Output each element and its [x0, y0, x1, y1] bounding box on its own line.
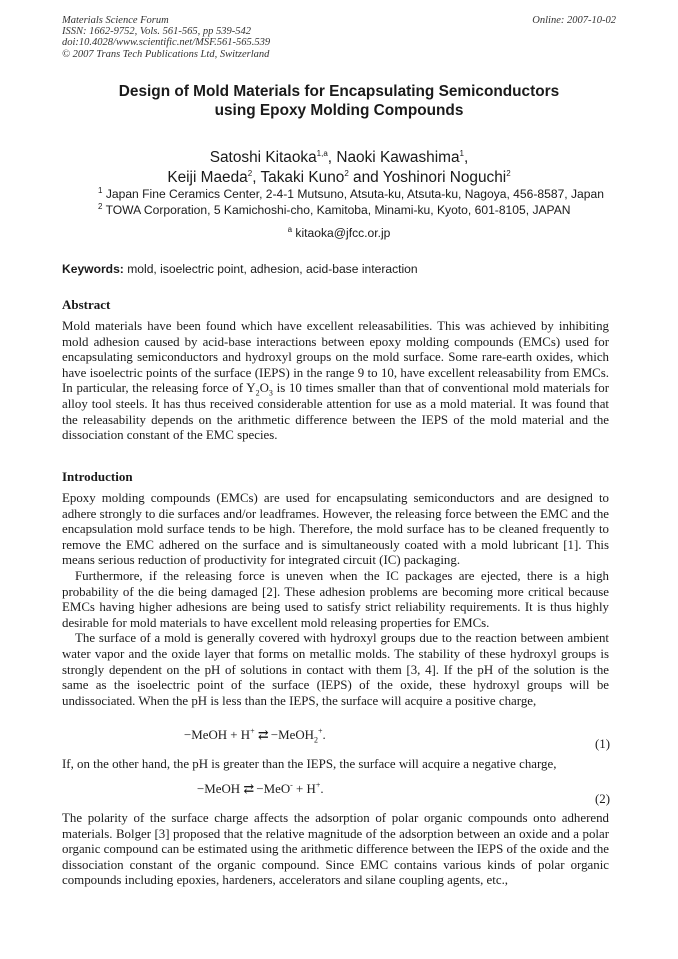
intro-paragraph-4: If, on the other hand, the pH is greater than the IEPS, the surface will acquire a negative charge,: [62, 757, 557, 771]
keywords-text: mold, isoelectric point, adhesion, acid-base interaction: [127, 262, 418, 276]
intro-paragraph-5: The polarity of the surface charge affects the adsorption of polar organic compounds onto adherend materials. Bolger [3] proposed that the relative magnitude of the adsorption between an oxide and a polar organic compound can be estimated using the arithmetic difference between the IEPS of the oxide and the dissociation constant of the organic compound. Since EMC contains various kinds of polar organic compounds including epoxies, hardeners, accelerators and silane coupling agents, etc.,: [62, 811, 609, 888]
equation-2-number: (2): [594, 792, 610, 806]
equation-2: [197, 782, 324, 797]
eq2-end: .: [320, 782, 324, 796]
eq1-end: .: [322, 728, 326, 742]
affiliation-text: Japan Fine Ceramics Center, 2-4-1 Mutsuno, Atsuta-ku, Atsuta-ku, Nagoya, 456-8587, Japan: [105, 187, 604, 201]
affiliations: [98, 187, 604, 218]
journal-name: Materials Science Forum: [62, 15, 169, 26]
author-name: Keiji Maeda: [167, 168, 248, 186]
introduction-body: [62, 491, 609, 709]
affiliation-num: 1: [98, 185, 103, 195]
abstract-text-1: Mold materials have been found which have excellent releasabilities. This was achieved by inhibiting mold adhesion caused by acid-base interactions between epoxy molding compounds (EMCs) used for encapsulating semiconductors and hydroxyl groups on the mold surface. Some rare-earth oxides, which have isoelectric points of the surface (IEPS) in the range 9 to 10, have excellent releasability from EMCs. In particular, the releasing force of Y: [62, 319, 609, 396]
author-list: [62, 148, 616, 187]
eq2-sup: +: [315, 780, 321, 790]
eq1-right: −MeOH: [270, 728, 314, 742]
equation-1: [184, 728, 326, 743]
abstract-heading: Abstract: [62, 297, 111, 312]
equilibrium-arrow-icon: ⇄: [243, 782, 254, 796]
abstract-paragraph: [62, 319, 609, 444]
intro-paragraph-3: The surface of a mold is generally covered with hydroxyl groups due to the reaction between ambient water vapor and the oxide layer that forms on metallic molds. The stability of these hydroxyl groups is strongly dependent on the pH of solutions in contact with them [3, 4]. If the pH of the solution is the same as the isoelectric point of the surface (IEPS) of the oxide, these hydroxyl groups will be undissociated. When the pH is less than the IEPS, the surface will acquire a positive charge,: [62, 631, 609, 708]
title-line-1: Design of Mold Materials for Encapsulating Semiconductors: [118, 83, 560, 100]
keywords: [62, 262, 418, 276]
author-affil-sup: 2: [247, 168, 253, 178]
affiliation-num: 2: [98, 201, 103, 211]
intro-paragraph-1: Epoxy molding compounds (EMCs) are used for encapsulating semiconductors and are designed to adhere strongly to die surfaces and/or leadframes. However, the releasing force between the EMC and the encapsulation mold surface tends to be high. Therefore, the mold surface has to be cleaned frequently to remove the EMC adhered on the surface and is simultaneously coated with a mold lubricant [1]. This means serious reduction of productivity for integrated circuit (IC) packaging.: [62, 491, 609, 568]
author-name: Yoshinori Noguchi: [382, 168, 507, 186]
eq1-sub: 2: [313, 735, 318, 745]
email-sup: a: [287, 224, 293, 234]
eq2-plus: + H: [292, 782, 316, 796]
author-affil-sup: 2: [506, 168, 511, 178]
email: [62, 226, 616, 240]
author-and: and: [353, 168, 379, 186]
eq2-left: −MeOH: [197, 782, 241, 796]
author-name: Satoshi Kitaoka: [209, 149, 317, 166]
paper-title: [62, 82, 616, 120]
journal-header: [62, 15, 270, 60]
keywords-label: Keywords:: [62, 262, 124, 276]
copyright-line: © 2007 Trans Tech Publications Ltd, Switzerland: [62, 48, 270, 60]
author-name: Takaki Kuno: [260, 168, 345, 186]
equation-1-number: (1): [594, 737, 610, 751]
issn-line: ISSN: 1662-9752, Vols. 561-565, pp 539-542: [62, 26, 251, 38]
author-line-2: Keiji Maeda$^2$, Takaki Kuno$^2$ and Yoshinori Noguchi$^2$: [167, 168, 511, 186]
eq1-sup: +: [250, 726, 255, 736]
intro-paragraph-2: Furthermore, if the releasing force is uneven when the IC packages are ejected, there is a high probability of the die being damaged [2]. These adhesion problems are becoming more critical because EMCs having higher adhesions are being used to satisfy strict reliability requirements. It is thus highly desirable for mold materials to have excellent mold releasing properties for EMCs.: [62, 568, 609, 630]
online-date: Online: 2007-10-02: [532, 15, 616, 26]
introduction-heading: Introduction: [62, 469, 133, 484]
author-line-1: Satoshi Kitaoka$^{1,a}$, Naoki Kawashima$^1$,: [209, 148, 469, 166]
equilibrium-arrow-icon: ⇄: [257, 728, 268, 742]
title-line-2: using Epoxy Molding Compounds: [214, 102, 464, 119]
abstract-body: [62, 319, 609, 444]
abstract-text-3: is 10 times smaller than that of conventional mold materials for alloy tool steels. It has thus received considerable attention for use as a mold material. It was found that the releasability depends on the arithmetic difference between the IEPS of the mold material and the dissociation constant of the EMC species.: [62, 381, 609, 443]
doi-line: doi:10.4028/www.scientific.net/MSF.561-565.539: [62, 37, 271, 49]
eq1-left: −MeOH + H: [184, 728, 251, 742]
eq2-right: −MeO: [256, 782, 291, 796]
author-affil-sup: 2: [344, 168, 349, 178]
author-affil-sup: 1,a: [316, 148, 328, 158]
affiliation-text: TOWA Corporation, 5 Kamichoshi-cho, Kamitoba, Minami-ku, Kyoto, 601-8105, JAPAN: [105, 202, 571, 217]
email-address[interactable]: kitaoka@jfcc.or.jp: [295, 226, 391, 240]
abstract-sub: 2: [255, 388, 260, 398]
intro-paragraph-4-wrap: [62, 757, 609, 773]
abstract-sub: 3: [268, 388, 273, 398]
author-name: Naoki Kawashima: [336, 149, 460, 166]
affiliation-2: [98, 203, 604, 219]
author-affil-sup: 1: [459, 148, 464, 158]
eq2-sup: -: [290, 780, 293, 790]
eq1-sup: +: [317, 726, 323, 736]
intro-paragraph-5-wrap: [62, 811, 609, 889]
abstract-text-2: O: [259, 381, 269, 396]
affiliation-1: [98, 187, 604, 203]
